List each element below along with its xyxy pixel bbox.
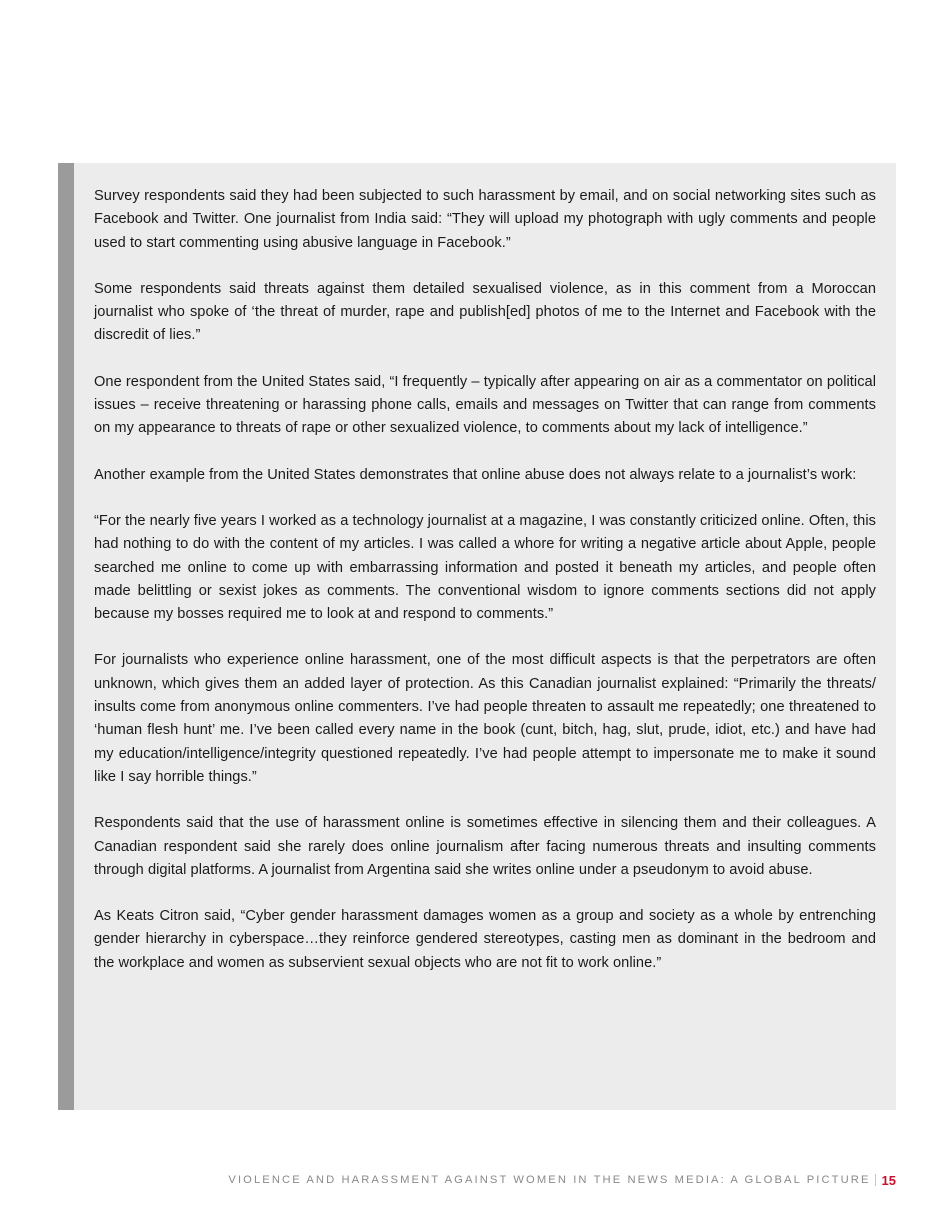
article-panel	[58, 163, 896, 1110]
page-number: 15	[881, 1172, 896, 1188]
paragraph-sexualised-threats: Some respondents said threats against them detailed sexualised violence, as in this comment from a Moroccan journalist who spoke of ‘the threat of murder, rape and publish[ed] photos of me to the Internet and Facebook with the discredit of lies.”	[94, 280, 876, 344]
paragraph-silencing-effect: Respondents said that the use of harassment online is sometimes effective in silencing them and their colleagues. A Canadian respondent said she rarely does online journalism after facing numerous threats and insulting comments through digital platforms. A journalist from Argentina said she writes online under a pseudonym to avoid abuse.	[94, 815, 876, 878]
footer-title: VIOLENCE AND HARASSMENT AGAINST WOMEN IN THE NEWS MEDIA: A GLOBAL PICTURE	[228, 1174, 871, 1186]
panel-accent-bar	[58, 163, 74, 1110]
paragraph-anonymous-perpetrators: For journalists who experience online harassment, one of the most difficult aspects is that the perpetrators are often unknown, which gives them an added layer of protection. As this Canadian journalist explained: “Primarily the threats/ insults come from anonymous online commenters. I’ve had people threaten to assault me repeatedly; one threatened to ‘human flesh hunt’ me. I’ve been called every name in the book (cunt, bitch, hag, slut, prude, idiot, etc.) and have had my education/intelligence/integrity questioned repeatedly. I’ve had people attempt to impersonate me to make it sound like I say horrible things.”	[94, 652, 876, 785]
footer-divider	[875, 1174, 876, 1186]
page-footer	[228, 1172, 896, 1188]
paragraph-keats-citron-quote: As Keats Citron said, “Cyber gender harassment damages women as a group and society as a whole by entrenching gender hierarchy in cyberspace…they reinforce gendered stereotypes, casting men as dominant in the bedroom and the workplace and women as subservient sexual objects who are not fit to work online.”	[94, 908, 876, 971]
paragraph-email-social: Survey respondents said they had been subjected to such harassment by email, and on social networking sites such as Facebook and Twitter. One journalist from India said: “They will upload my photograph with ugly comments and people used to start commenting using abusive language in Facebook.”	[94, 188, 876, 251]
article-body	[94, 185, 876, 998]
paragraph-technology-journalist-quote: “For the nearly five years I worked as a technology journalist at a magazine, I was constantly criticized online. Often, this had nothing to do with the content of my articles. I was called a whore for writing a negative article about Apple, people searched me online to come up with embarrassing information and posted it beneath my articles, and people often made belittling or sexist jokes as comments. The conventional wisdom to ignore comments sections did not apply because my bosses required me to look at and respond to comments.”	[94, 512, 876, 623]
paragraph-another-example: Another example from the United States demonstrates that online abuse does not always relate to a journalist’s work:	[94, 466, 857, 483]
paragraph-us-commentator: One respondent from the United States said, “I frequently – typically after appearing on air as a commentator on political issues – receive threatening or harassing phone calls, emails and messages on Twitter that can range from comments on my appearance to threats of rape or other sexualized violence, to comments about my lack of intelligence.”	[94, 373, 876, 437]
